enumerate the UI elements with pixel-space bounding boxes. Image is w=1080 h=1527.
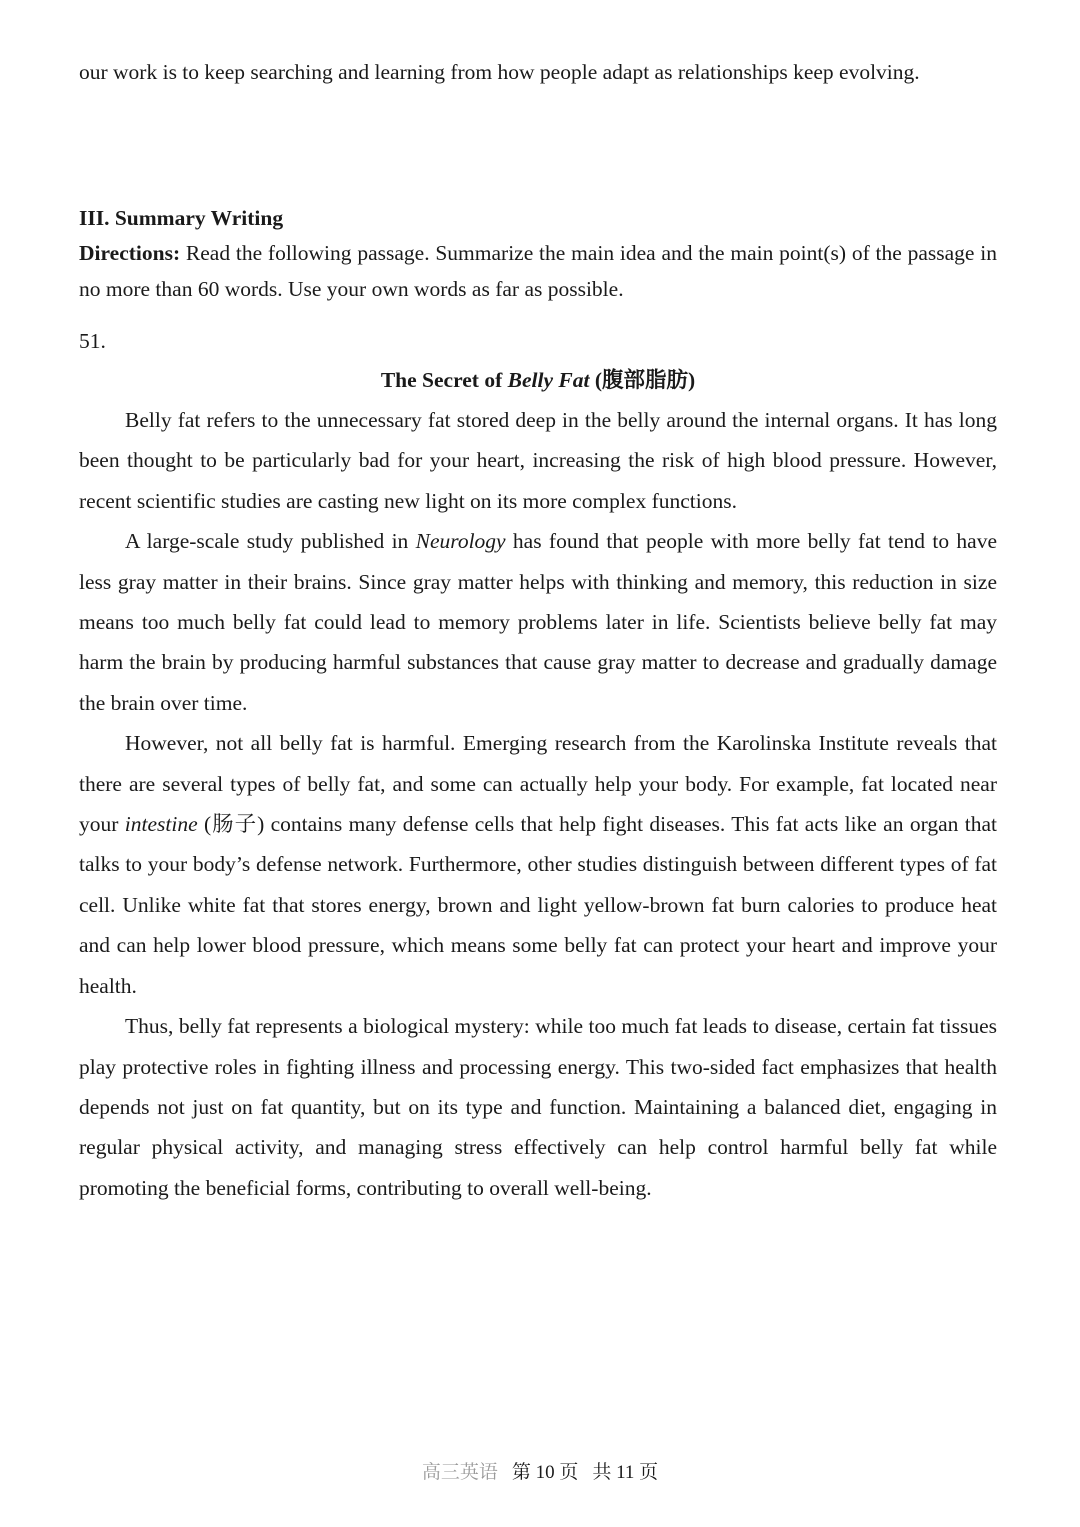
paragraph-1: Belly fat refers to the unnecessary fat stored deep in the belly around the internal organs. It has long been thought to be particularly bad for your heart, increasing the risk of high blood pressure. However, recent scientific studies are casting new light on its more complex functions. xyxy=(79,408,997,513)
page-footer xyxy=(0,1458,1080,1488)
journal-name: Neurology xyxy=(415,529,506,554)
paragraph-2-part-b: has found that people with more belly fat tend to have less gray matter in their brains. Since gray matter helps with thinking and memory, this reduction in size means too much belly fat could lead to memory problems later in life. Scientists believe belly fat may harm the brain by producing harmful substances that cause gray matter to decrease and gradually damage the brain over time. xyxy=(79,529,997,715)
paragraph-4: Thus, belly fat represents a biological mystery: while too much fat leads to disease, certain fat tissues play protective roles in fighting illness and processing energy. This two-sided fact emphasizes that health depends not just on fat quantity, but on its type and function. Maintaining a balanced diet, engaging in regular physical activity, and managing stress effectively can help control harmful belly fat while promoting the beneficial forms, contributing to overall well-being. xyxy=(79,1014,997,1200)
question-number: 51. xyxy=(79,329,106,353)
passage-body xyxy=(79,400,997,1208)
directions xyxy=(79,236,997,307)
paragraph-3-part-b: contains many defense cells that help fight diseases. This fat acts like an organ that talks to your body’s defense network. Furthermore, other studies distinguish between different types of fat cell. Unlike white fat that stores energy, brown and light yellow-brown fat burn calories to produce heat and can help lower blood pressure, which means some belly fat can protect your heart and improve your health. xyxy=(79,812,997,998)
glossed-word: intestine xyxy=(124,812,198,837)
directions-text: Read the following passage. Summarize the main idea and the main point(s) of the passage in no more than 60 words. Use your own words as far as possible. xyxy=(79,241,997,301)
footer-page-number: 第 10 页 xyxy=(511,1462,579,1483)
passage-title xyxy=(79,363,997,397)
title-gloss: (腹部脂肪) xyxy=(589,368,696,392)
directions-label: Directions: xyxy=(79,241,181,265)
paragraph-3 xyxy=(79,723,997,1006)
paragraph-2-part-a: A large-scale study published in xyxy=(125,529,416,554)
paragraph-3-part-a: However, not all belly fat is harmful. Emerging research from the Karolinska Institute reveals that there are several types of belly fat, and some can actually help your body. For example, fat located near your xyxy=(79,731,997,837)
footer-total-pages: 共 11 页 xyxy=(592,1462,659,1483)
previous-passage-ending: our work is to keep searching and learning from how people adapt as relationships keep evolving. xyxy=(79,60,920,84)
title-italic: Belly Fat xyxy=(507,368,590,392)
title-prefix: The Secret of xyxy=(380,368,508,392)
gloss: (肠子) xyxy=(197,812,265,837)
paragraph-2 xyxy=(79,521,997,723)
footer-subject: 高三英语 xyxy=(421,1462,498,1483)
section-heading: III. Summary Writing xyxy=(79,206,284,230)
